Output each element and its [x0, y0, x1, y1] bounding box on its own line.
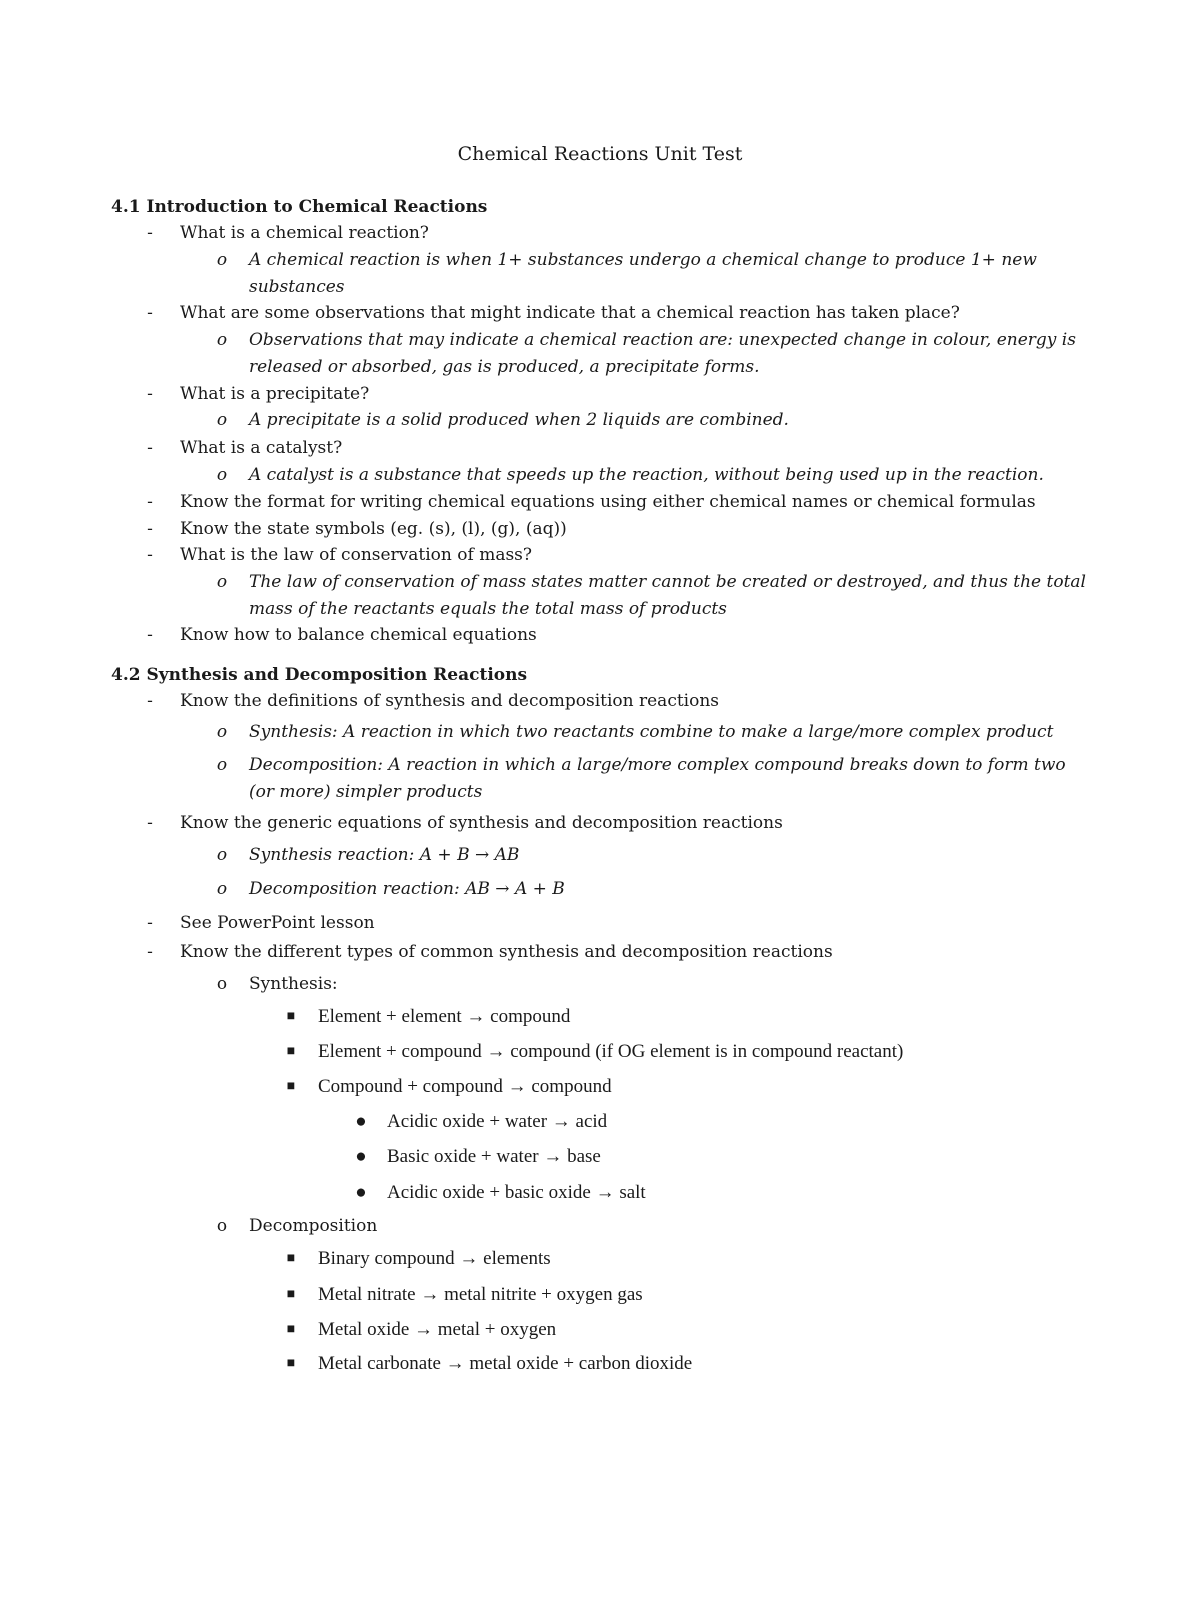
answer-text: A catalyst is a substance that speeds up the reaction, without being used up in the reaction. [249, 465, 1044, 485]
dot-bullet: ● [355, 1146, 367, 1167]
reaction-text: Metal carbonate → metal oxide + carbon dioxide [318, 1353, 693, 1374]
dash-bullet: - [147, 813, 153, 833]
square-bullet: ■ [286, 1287, 296, 1302]
dash-bullet: - [147, 545, 153, 565]
reaction-text: Acidic oxide + basic oxide → salt [387, 1182, 646, 1203]
circle-bullet: o [216, 974, 228, 994]
category-label: Synthesis: [249, 974, 338, 994]
question-text: What are some observations that might indicate that a chemical reaction has taken place? [180, 303, 960, 323]
answer-text: A precipitate is a solid produced when 2 liquids are combined. [249, 410, 789, 430]
item-text: Know how to balance chemical equations [180, 625, 537, 645]
section-heading-4-1: 4.1 Introduction to Chemical Reactions [111, 197, 488, 217]
dash-bullet: - [147, 625, 153, 645]
answer-continuation: mass of the reactants equals the total mass of products [249, 599, 727, 619]
definition-text: Synthesis: A reaction in which two reactants combine to make a large/more complex product [249, 722, 1054, 742]
answer-text: A chemical reaction is when 1+ substances undergo a chemical change to produce 1+ new [249, 250, 1037, 270]
dash-bullet: - [147, 303, 153, 323]
question-text: What is a chemical reaction? [180, 223, 429, 243]
reaction-text: Metal oxide → metal + oxygen [318, 1319, 557, 1340]
dash-bullet: - [147, 942, 153, 962]
question-text: What is a precipitate? [180, 384, 370, 404]
definition-continuation: (or more) simpler products [249, 782, 483, 802]
dash-bullet: - [147, 913, 153, 933]
circle-bullet: o [216, 330, 228, 350]
circle-bullet: o [216, 1216, 228, 1236]
item-text: Know the generic equations of synthesis and decomposition reactions [180, 813, 783, 833]
dash-bullet: - [147, 519, 153, 539]
square-bullet: ■ [286, 1251, 296, 1266]
item-text: Know the different types of common synthesis and decomposition reactions [180, 942, 833, 962]
square-bullet: ■ [286, 1079, 296, 1094]
answer-text: The law of conservation of mass states matter cannot be created or destroyed, and thus the total [249, 572, 1086, 592]
reaction-text: Metal nitrate → metal nitrite + oxygen gas [318, 1284, 643, 1305]
circle-bullet: o [216, 572, 228, 592]
answer-continuation: substances [249, 277, 345, 297]
dash-bullet: - [147, 492, 153, 512]
section-heading-4-2: 4.2 Synthesis and Decomposition Reactions [111, 665, 528, 685]
square-bullet: ■ [286, 1322, 296, 1337]
circle-bullet: o [216, 722, 228, 742]
answer-text: Observations that may indicate a chemical reaction are: unexpected change in colour, energy is [249, 330, 1076, 350]
answer-continuation: released or absorbed, gas is produced, a precipitate forms. [249, 357, 760, 377]
dot-bullet: ● [355, 1111, 367, 1132]
circle-bullet: o [216, 250, 228, 270]
dash-bullet: - [147, 691, 153, 711]
dot-bullet: ● [355, 1182, 367, 1203]
circle-bullet: o [216, 879, 228, 899]
reaction-text: Compound + compound → compound [318, 1076, 612, 1097]
item-text: See PowerPoint lesson [180, 913, 375, 933]
circle-bullet: o [216, 845, 228, 865]
definition-text: Decomposition: A reaction in which a large/more complex compound breaks down to form two [249, 755, 1066, 775]
dash-bullet: - [147, 384, 153, 404]
document-title: Chemical Reactions Unit Test [457, 143, 743, 165]
question-text: What is the law of conservation of mass? [180, 545, 533, 565]
square-bullet: ■ [286, 1356, 296, 1371]
square-bullet: ■ [286, 1009, 296, 1024]
reaction-text: Element + compound → compound (if OG element is in compound reactant) [318, 1041, 904, 1062]
item-text: Know the definitions of synthesis and decomposition reactions [180, 691, 720, 711]
equation-text: Synthesis reaction: A + B → AB [249, 845, 520, 865]
reaction-text: Element + element → compound [318, 1006, 571, 1027]
reaction-text: Basic oxide + water → base [387, 1146, 601, 1167]
dash-bullet: - [147, 438, 153, 458]
category-label: Decomposition [249, 1216, 378, 1236]
reaction-text: Acidic oxide + water → acid [387, 1111, 608, 1132]
question-text: What is a catalyst? [180, 438, 343, 458]
equation-text: Decomposition reaction: AB → A + B [249, 879, 565, 899]
dash-bullet: - [147, 223, 153, 243]
item-text: Know the format for writing chemical equations using either chemical names or chemical formulas [180, 492, 1036, 512]
item-text: Know the state symbols (eg. (s), (l), (g), (aq)) [180, 519, 567, 539]
reaction-text: Binary compound → elements [318, 1248, 551, 1269]
circle-bullet: o [216, 410, 228, 430]
square-bullet: ■ [286, 1044, 296, 1059]
circle-bullet: o [216, 755, 228, 775]
circle-bullet: o [216, 465, 228, 485]
